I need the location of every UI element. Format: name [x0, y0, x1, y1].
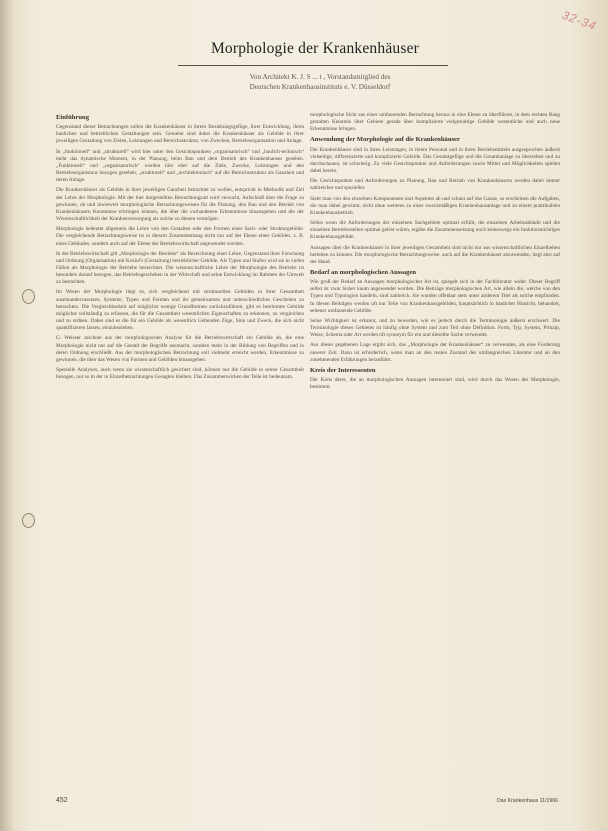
paragraph: Die Gesichtspunkte und Anforderungen zu Planung, Bau und Betrieb von Krankenhäusern werden dabei immer zahlreicher und spezieller.: [310, 178, 560, 192]
byline-author: Von Architekt K. J. S ... t , Vorstandsmitglied des: [249, 73, 391, 81]
byline-institution: Deutschen Krankenhausinstituts e. V. Düsseldorf: [249, 83, 391, 91]
section-heading: Anwendung der Morphologie auf die Krankenhäuser: [310, 136, 460, 144]
paragraph: Gegenstand dieser Betrachtungen sollen die Krankenhäuser in ihrem Beziehungsgefüge, ihrer Entwicklung, ihren baulichen und betrieblichen Gestaltungen sein. Gemeint sind dabei die Krankenhäuser als Gebilde in ihrer jeweiligen Gestaltung von Zielen, Leistungen und Bereichsstruktur, von Zwecken, Betriebsorganisation und Anlage.: [56, 124, 304, 145]
paragraph: morphologische Sicht aus einer umfassenden Betrachtung heraus in eine Ebene zu überführen, in dem rechten Rang gestalten Kenntnis über Gebiete gerade über komplizierte vielgestaltige Gebilde wesentliche und auch neue Erkenntnisse bringen.: [310, 112, 560, 133]
paragraph: In der Betriebswirtschaft gilt „Morphologie der Betriebe“ als Bezeichnung einer Lehre, Gegenstand ihrer Forschung und Ordnung (Organisation) mit Kosiol's (Gestaltung) betrieblicher Gebilde. Als Typen und Stufen wird sie in vielen Fällen als Morphologie der Betriebe bezeichnet. Die wissenschaftliche Lehre der Morphologie des Betriebs ist besonders darauf bezogen, das Betriebsgeschehen in der Wirtschaft und seine Entwicklung im Rahmen der Umwelt zu betrachten.: [56, 250, 304, 286]
right-text-column: [310, 112, 560, 394]
paragraph: Seine Wichtigkeit ist erkannt, und zu bewerten, wie es jedoch durch die Terminologie äußerst erschwert. Die Terminologie dieses Gebietes ist häufig ohne System und zum Teil ohne Definition. Form, Typ, System, Prinzip, Weise, Schema oder Art werden oft synonym für ein und dieselbe Sache verwendet.: [310, 317, 560, 339]
paragraph: Die Krankenhäuser als Gebilde in ihrer jeweiligen Ganzheit betrachtet zu wollen, entspricht in Methodik und Ziel der Lehre der Morphologie. Mit der hier dargestellten Betrachtungsart wird versucht, Aufschluß über die Frage zu gewinnen, ob und inwieweit morphologische Betrachtungsweisen für die Planung, den Bau und den Betrieb von Krankenhäusern Kenntnisse erbringen können, die über die vorhandenen Erkenntnisse hinausgehen und die der Wissenschaftlichkeit der Krankenversorgung als solche zu dienen vermögen.: [56, 187, 304, 223]
left-text-column: [56, 112, 304, 384]
section-heading: Kreis der Interessenten: [310, 366, 376, 374]
page-title: Morphologie der Krankenhäuser: [210, 40, 420, 57]
paragraph: Aussagen über die Krankenhäuser in ihrer jeweiligen Gesamtheit sind nicht nur aus wissenschaftlichen Einzelheiten herleiten zu können. Die morphologische Betrachtungsweise, auch auf die Krankenhäuser anzuwenden, liegt also auf der Hand.: [310, 244, 560, 265]
paragraph: Selbst wenn die Anforderungen der einzelnen Sachgebiete optimal erfüllt, die einzelnen Arbeitsabläufe und die einzelnen Betriebsstellen optimal gelöst wären, ergäbe die Zusammensetzung noch keineswegs ein funktionstüchtiges Krankenhausgebilde.: [310, 220, 560, 241]
journal-reference: Das Krankenhaus 11/1966: [497, 798, 559, 804]
page-number: 452: [56, 797, 68, 804]
title-rule: [178, 65, 448, 66]
paragraph: Im Wesen der Morphologie liegt es, sich vergleichend mit strukturellen Gebilden in ihrer Gesamtheit auseinanderzusetzen, Systeme, Typen und Formen und ihr gemeinsames und unterschiedliches Geschehen zu betrachten. Die Vergleichbarkeit auf möglichst wenige Grundformen zurückzuführen, gibt es bestimmte Gebilde möglichst vollständig zu erfassen, die für die Gesamtheit wesentlichen Eigenschaften zu erkennen, zu vergleichen und zu ordnen. Dabei sind es die für ein Gebilde als wesentlich Geltenden Züge, Sinn und Zweck, die sich nicht quantifizieren lassen, einzubeziehen.: [56, 289, 304, 332]
section-heading: Einführung: [56, 114, 89, 121]
paragraph: Aus dieser gegebenen Lage ergibt sich, das „Morphologie der Krankenhäuser“ zu verwenden, als eine Forderung unserer Zeit. Dazu ist erforderlich, wenn man an den realen Zustand des umfangreichen Literatur und an den zunehmenden Erfahrungen heranführt.: [310, 342, 560, 363]
paragraph: Wie groß der Bedarf an Aussagen morphologischer Art ist, spiegelt sich in der Fachliteratur wider. Dieser Begriff selbst ist zwar bisher kaum angewendet worden. Die Beiträge morphologischen Art, wie allein die, welche von den Typen und Typologien handeln, sind zahlreich. Sie wurden offenbar stets unter anderem Titel als solche empfunden. In diesen Beiträgen werden oft nur Teile von Krankenhausgebilden, hauptsächlich in baulicher Hinsicht, behandelt, seltener umfassende Gebilde.: [310, 279, 560, 314]
paragraph: Die Krankenhäuser sind in ihren Leistungen, in ihrem Personal und in ihren Betriebsmitteln ausgesprochen äußerst vielseitige, differenzierte und komplizierte Gebilde. Das Gesamtgefüge und die Gesamtanlage zu übersehen und zu durchschauen, ist schwierig. Zu viele Gesichtspunkte und Anforderungen sowie Mittel und Möglichkeiten spielen dabei herein.: [310, 146, 560, 175]
byline: [170, 72, 470, 92]
paragraph: Spezielle Analysen, auch wenn sie wissenschaftlich gesichert sind, können nur die Gebilde in seiner Gesamtheit bezogen, nur so in der in Einzelbetrachtungen Gesagten bleiben. Das Zusammenwirken der Teile ist bedeutsam.: [56, 367, 304, 381]
paragraph: In „funktionell“ und „strukturell“ wird hier unter den Gesichtspunkten „organisatorisch“ und „baulich-technisch“ mehr das dynamische Moment, in der Planung, beim Bau und dem Betrieb des Krankenhauses gesehen. „Funktionell“ und „organisatorisch“ werden hier eher auf die Ziele, Zwecke, Leistungen und den Betriebsorganismus bezogen gesehen, „strukturell“ und „architektonisch“ auf die Bereichsstruktur als Ganzheit und deren Anlage.: [56, 148, 304, 184]
scan-edge-shadow: [0, 0, 14, 831]
paragraph: Der Kreis derer, die an morphologischen Aussagen interessiert sind, wird durch das Wesen der Morphologie, bestimmt.: [310, 377, 560, 391]
punch-hole-icon: [22, 289, 35, 304]
handwritten-page-note: 32-34: [560, 7, 599, 34]
paragraph: Sieht man von den einzelnen Komponenten und Aspekten ab und schaut auf das Ganze, so erscheinen die Aufgaben, die man dabei gewinnt, nicht ohne weiteres zu einer zweckmäßigen Krankenhausanlage und zu einem praktikablen Krankenhausbetrieb.: [310, 195, 560, 216]
punch-hole-icon: [22, 513, 35, 528]
paragraph: G. Weisser zeichnet aus der morphologischen Analyse für die Betriebswirtschaft ein Gebilde ab, die eine Morphologie nicht nur auf die Gestalt der Begriffe ausmacht, sondern mehr in der Bildung von Begriffen und in deren Ordnung erschließt. Aus der morphologischen Betrachtung soll vielmehr erreicht werden, Erkenntnisse zu gewinnen, die über das Wesen von Formen und Gebilden hinausgehen.: [56, 335, 304, 363]
paragraph: Morphologie bedeutet allgemein die Lehre von den Gestalten oder den Formen einer Sach- oder Strukturgebilde. Die vergleichende Betrachtungsweise ist in diesem Zusammenhang nicht nur auf der Ebene eines Gebildes, z. B. eines Gebäudes, sondern auch auf der Ebene der Betriebswirtschaft angewendet worden.: [56, 226, 304, 247]
section-heading: Bedarf an morphologischen Aussagen: [310, 268, 417, 276]
